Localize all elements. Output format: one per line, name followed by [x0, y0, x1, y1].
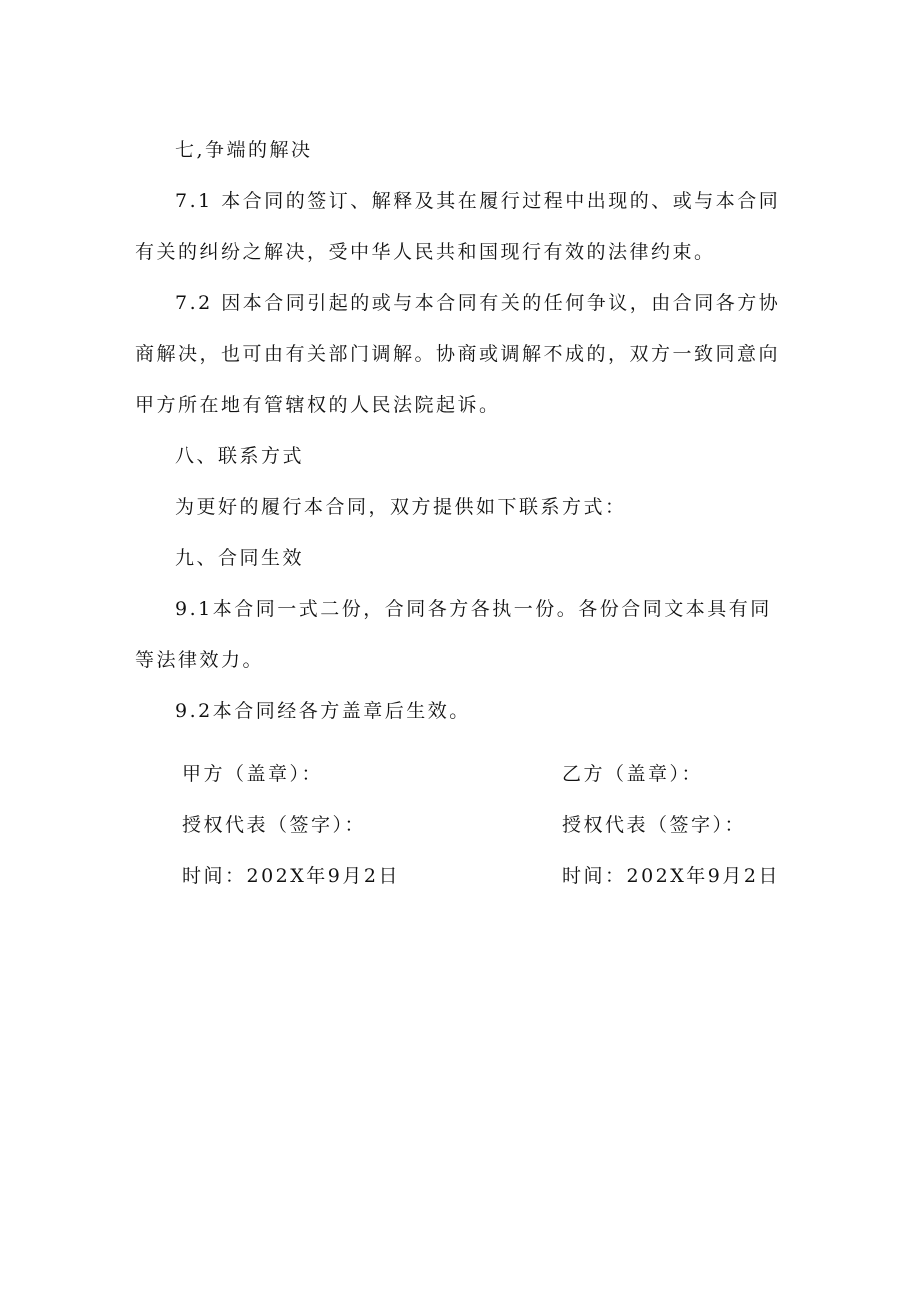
section-7-heading: 七,争端的解决 — [175, 139, 313, 161]
seal-row — [182, 752, 802, 803]
representative-row — [182, 803, 802, 854]
clause-9-1: 9.1本合同一式二份，合同各方各执一份。各份合同文本具有同等法律效力。 — [135, 598, 772, 671]
section-8-heading: 八、联系方式 — [175, 445, 305, 467]
date-row — [182, 854, 802, 905]
clause-9-2: 9.2本合同经各方盖章后生效。 — [175, 700, 471, 722]
section-8-body: 为更好的履行本合同，双方提供如下联系方式： — [175, 496, 627, 518]
section-9-heading: 九、合同生效 — [175, 547, 305, 569]
clause-7-1: 7.1 本合同的签订、解释及其在履行过程中出现的、或与本合同有关的纠纷之解决，受中华人民共和国现行有效的法律约束。 — [135, 190, 781, 263]
party-b-date: 时间：202X年9月2日 — [562, 865, 780, 887]
contract-body — [135, 125, 791, 737]
signature-block — [182, 752, 802, 905]
clause-7-2: 7.2 因本合同引起的或与本合同有关的任何争议，由合同各方协商解决，也可由有关部门调解。协商或调解不成的，双方一致同意向甲方所在地有管辖权的人民法院起诉。 — [135, 292, 781, 416]
party-a-date: 时间：202X年9月2日 — [182, 865, 400, 887]
party-b-seal-label: 乙方（盖章）： — [562, 763, 704, 785]
party-b-representative-label: 授权代表（签字）： — [562, 814, 747, 836]
party-a-seal-label: 甲方（盖章）： — [182, 763, 324, 785]
party-a-representative-label: 授权代表（签字）： — [182, 814, 367, 836]
